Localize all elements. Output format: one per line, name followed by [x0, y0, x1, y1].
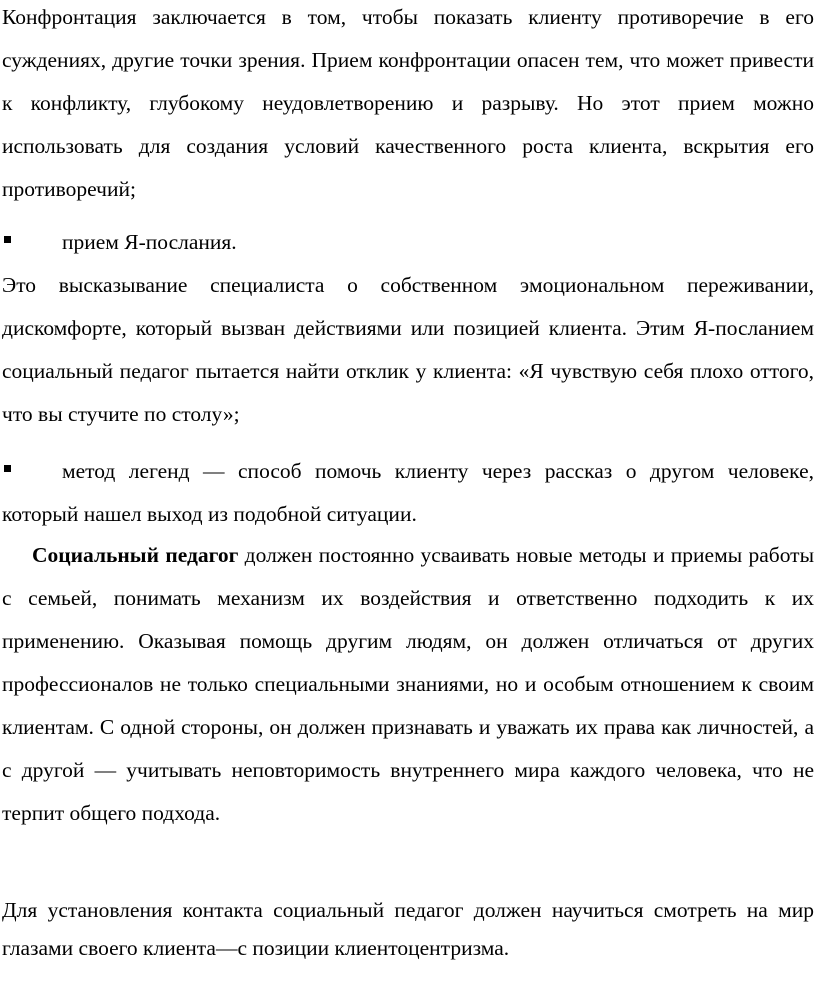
bullet-item-legend-method — [2, 450, 814, 536]
square-bullet-icon — [4, 465, 11, 472]
bullet-item-i-message — [2, 221, 814, 264]
paragraph-confrontation: Конфронтация заключается в том, чтобы показать клиенту противоречие в его суждениях, другие точки зрения. Прием конфронтации опасен тем, что может привести к конфликту, глубокому неудовлетворению и разрыву. Но этот прием можно использовать для создания условий качественного роста клиента, вскрытия его противоречий; — [2, 5, 814, 201]
paragraph-i-message: Это высказывание специалиста о собственном эмоциональном переживании, дискомфорте, который вызван действиями или позицией клиента. Этим Я-посланием социальный педагог пытается найти отклик у клиента: «Я чувствую себя плохо оттого, что вы стучите по столу»; — [2, 273, 814, 426]
bullet-text: метод легенд — способ помочь клиенту через рассказ о другом человеке, который нашел выход из подобной ситуации. — [2, 459, 814, 526]
square-bullet-icon — [4, 236, 11, 243]
paragraph-social-pedagogue — [2, 534, 814, 835]
bold-term: Социальный педагог — [32, 543, 239, 567]
paragraph-contact: Для установления контакта социальный педагог должен научиться смотреть на мир глазами своего клиента—с позиции клиентоцентризма. — [2, 898, 814, 960]
bullet-text: прием Я-послания. — [62, 230, 237, 254]
paragraph-text: должен постоянно усваивать новые методы и приемы работы с семьей, понимать механизм их воздействия и ответственно подходить к их применению. Оказывая помощь другим людям, он должен отличаться от других профессионалов не только специальными знаниями, но и особым отношением к своим клиентам. С одной стороны, он должен признавать и уважать их права как личностей, а с другой — учитывать неповторимость внутреннего мира каждого человека, что не терпит общего подхода. — [2, 543, 815, 825]
